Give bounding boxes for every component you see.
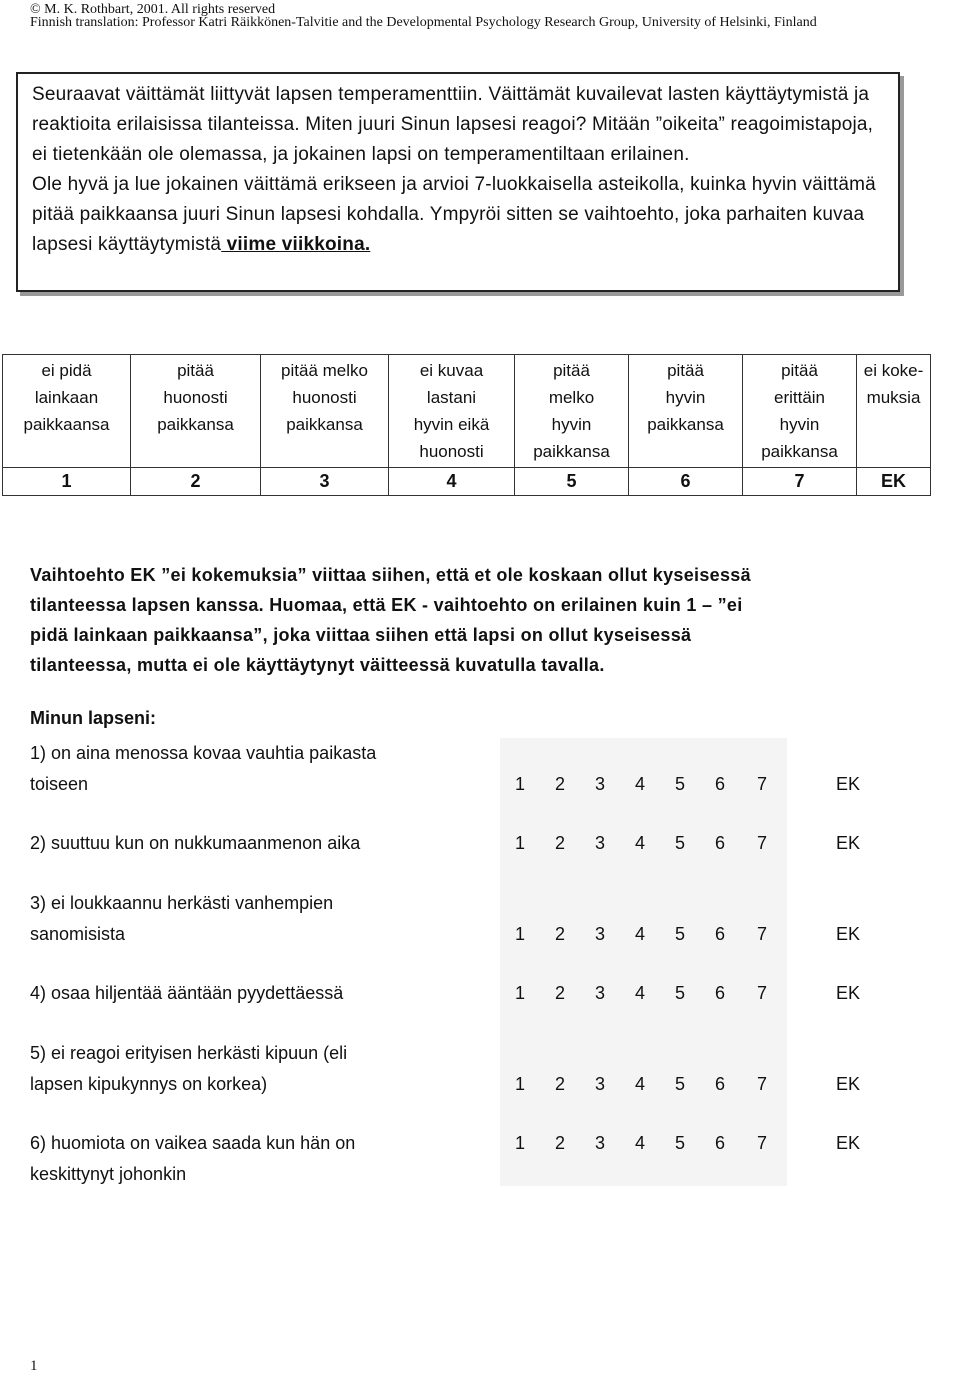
- rating-option-2[interactable]: 2: [554, 1133, 565, 1153]
- rating-option-1[interactable]: 1: [514, 1074, 525, 1094]
- scale-header-row: [3, 355, 931, 468]
- rating-option-1[interactable]: 1: [514, 924, 525, 944]
- scale-header-text: paikkansa: [286, 415, 363, 434]
- rating-option-3[interactable]: 3: [594, 1074, 605, 1094]
- scale-header-text: lainkaan: [34, 388, 99, 407]
- rating-option-5[interactable]: 5: [674, 833, 685, 853]
- scale-header-text: ei kuvaa: [419, 361, 484, 380]
- scale-header-text: paikkansa: [761, 442, 838, 461]
- scale-header-text: muksia: [866, 388, 921, 407]
- question-text-line: toiseen: [30, 774, 89, 794]
- rating-scale-table: [2, 354, 931, 496]
- rating-option-3[interactable]: 3: [594, 1133, 605, 1153]
- scale-value-cell: EK: [857, 468, 931, 496]
- scale-value-cell: 3: [261, 468, 389, 496]
- ek-note-line: pidä lainkaan paikkaansa”, joka viittaa siihen että lapsi on ollut kyseisessä: [30, 625, 692, 645]
- rating-option-7[interactable]: 7: [756, 1074, 767, 1094]
- scale-header-cell: [261, 355, 389, 468]
- scale-header-cell: [3, 355, 131, 468]
- instructions-box: [16, 72, 900, 292]
- question-text: [30, 828, 470, 859]
- rating-option-7[interactable]: 7: [756, 774, 767, 794]
- rating-option-2[interactable]: 2: [554, 774, 565, 794]
- instructions-paragraph-2-text: Ole hyvä ja lue jokainen väittämä erikseen ja arvioi 7-luokkaisella asteikolla, kuinka hyvin väittämä pitää paikkaansa juuri Sinun lapsesi kohdalla. Ympyröi sitten se vaihtoehto, joka parhaiten kuvaa lapsesi käyttäytymistä: [32, 174, 876, 255]
- rating-option-ek[interactable]: EK: [835, 1133, 860, 1153]
- scale-header-text: pitää: [781, 361, 818, 380]
- instructions-paragraph-2: [32, 170, 884, 260]
- ek-note-line: tilanteessa, mutta ei ole käyttäytynyt väitteessä kuvatulla tavalla.: [30, 655, 605, 675]
- rating-option-ek[interactable]: EK: [835, 983, 860, 1003]
- scale-value-cell: 4: [389, 468, 515, 496]
- rating-option-7[interactable]: 7: [756, 833, 767, 853]
- rating-option-2[interactable]: 2: [554, 983, 565, 1003]
- scale-header-text: hyvin: [665, 388, 706, 407]
- scale-value-cell: 1: [3, 468, 131, 496]
- rating-option-2[interactable]: 2: [554, 924, 565, 944]
- scale-header-text: ei koke-: [863, 361, 924, 380]
- rating-option-3[interactable]: 3: [594, 833, 605, 853]
- rating-option-2[interactable]: 2: [554, 1074, 565, 1094]
- rating-option-4[interactable]: 4: [634, 1074, 645, 1094]
- question-text: [30, 978, 470, 1009]
- scale-header-cell: [389, 355, 515, 468]
- rating-option-6[interactable]: 6: [714, 983, 725, 1003]
- scale-header-text: pitää: [553, 361, 590, 380]
- question-text: [30, 738, 470, 800]
- rating-option-ek[interactable]: EK: [835, 924, 860, 944]
- question-text-line: 3) ei loukkaannu herkästi vanhempien: [30, 893, 334, 913]
- question-text: [30, 888, 470, 950]
- question-text-line: 5) ei reagoi erityisen herkästi kipuun (eli: [30, 1043, 348, 1063]
- copyright-line: © M. K. Rothbart, 2001. All rights reserved: [30, 2, 276, 17]
- scale-header-text: pitää: [667, 361, 704, 380]
- rating-option-6[interactable]: 6: [714, 1133, 725, 1153]
- instructions-emphasis: viime viikkoina.: [221, 234, 371, 255]
- scale-header-text: huonosti: [292, 388, 357, 407]
- question-text: [30, 1038, 470, 1100]
- scale-header-text: hyvin: [779, 415, 820, 434]
- rating-option-5[interactable]: 5: [674, 774, 685, 794]
- scale-header-cell: [629, 355, 743, 468]
- rating-option-5[interactable]: 5: [674, 983, 685, 1003]
- question-text-line: 2) suuttuu kun on nukkumaanmenon aika: [30, 833, 361, 853]
- rating-option-3[interactable]: 3: [594, 924, 605, 944]
- rating-option-1[interactable]: 1: [514, 833, 525, 853]
- rating-option-6[interactable]: 6: [714, 924, 725, 944]
- question-text-line: 4) osaa hiljentää ääntään pyydettäessä: [30, 983, 344, 1003]
- rating-option-3[interactable]: 3: [594, 774, 605, 794]
- rating-option-2[interactable]: 2: [554, 833, 565, 853]
- scale-header-text: hyvin eikä: [413, 415, 490, 434]
- rating-option-4[interactable]: 4: [634, 924, 645, 944]
- ek-note: [30, 560, 910, 680]
- rating-option-6[interactable]: 6: [714, 833, 725, 853]
- ek-note-line: tilanteessa lapsen kanssa. Huomaa, että EK - vaihtoehto on erilainen kuin 1 – ”ei: [30, 595, 743, 615]
- rating-option-6[interactable]: 6: [714, 774, 725, 794]
- question-text-line: lapsen kipukynnys on korkea): [30, 1074, 268, 1094]
- rating-option-7[interactable]: 7: [756, 983, 767, 1003]
- scale-header-cell: [743, 355, 857, 468]
- instructions-paragraph-1: Seuraavat väittämät liittyvät lapsen temperamenttiin. Väittämät kuvailevat lasten käyttäytymistä ja reaktioita erilaisissa tilanteissa. Miten juuri Sinun lapsesi reagoi? Mitään ”oikeita” reagoimistapoja, ei tietenkään ole olemassa, ja jokainen lapsi on temperamentiltaan erilainen.: [32, 84, 874, 165]
- rating-option-1[interactable]: 1: [514, 983, 525, 1003]
- rating-option-ek[interactable]: EK: [835, 1074, 860, 1094]
- scale-value-cell: 2: [131, 468, 261, 496]
- scale-header-text: pitää: [177, 361, 214, 380]
- rating-option-7[interactable]: 7: [756, 1133, 767, 1153]
- rating-option-4[interactable]: 4: [634, 1133, 645, 1153]
- answer-area-background: [500, 738, 787, 1186]
- question-text-line: sanomisista: [30, 924, 126, 944]
- ek-note-line: Vaihtoehto EK ”ei kokemuksia” viittaa siihen, että et ole koskaan ollut kyseisessä: [30, 565, 751, 585]
- rating-option-5[interactable]: 5: [674, 1074, 685, 1094]
- section-heading: Minun lapseni:: [30, 708, 156, 728]
- question-text-line: 1) on aina menossa kovaa vauhtia paikasta: [30, 743, 377, 763]
- scale-header-text: paikkansa: [157, 415, 234, 434]
- scale-header-text: paikkaansa: [23, 415, 110, 434]
- rating-option-1[interactable]: 1: [514, 1133, 525, 1153]
- rating-option-5[interactable]: 5: [674, 924, 685, 944]
- rating-option-3[interactable]: 3: [594, 983, 605, 1003]
- scale-value-cell: 6: [629, 468, 743, 496]
- scale-header-cell: [131, 355, 261, 468]
- question-text: [30, 1128, 470, 1190]
- scale-header-cell: [515, 355, 629, 468]
- rating-option-4[interactable]: 4: [634, 774, 645, 794]
- translation-credit: Finnish translation: Professor Katri Räikkönen-Talvitie and the Developmental Psychology Research Group, University of Helsinki, Finland: [30, 15, 817, 30]
- scale-header-text: pitää melko: [281, 361, 368, 380]
- rating-option-ek[interactable]: EK: [835, 833, 860, 853]
- rating-option-4[interactable]: 4: [634, 833, 645, 853]
- scale-header-text: ei pidä: [41, 361, 92, 380]
- scale-header-text: paikkansa: [647, 415, 724, 434]
- scale-value-cell: 7: [743, 468, 857, 496]
- scale-number-row: [3, 468, 931, 496]
- scale-header-text: erittäin: [773, 388, 826, 407]
- rating-option-5[interactable]: 5: [674, 1133, 685, 1153]
- scale-header-text: huonosti: [419, 442, 484, 461]
- scale-header-text: paikkansa: [533, 442, 610, 461]
- scale-value-cell: 5: [515, 468, 629, 496]
- rating-option-6[interactable]: 6: [714, 1074, 725, 1094]
- scale-header-text: hyvin: [551, 415, 592, 434]
- scale-header-text: huonosti: [163, 388, 228, 407]
- rating-option-7[interactable]: 7: [756, 924, 767, 944]
- page-number: 1: [30, 1358, 38, 1374]
- scale-header-cell: [857, 355, 931, 468]
- question-text-line: keskittynyt johonkin: [30, 1164, 187, 1184]
- scale-header-text: lastani: [426, 388, 477, 407]
- rating-option-1[interactable]: 1: [514, 774, 525, 794]
- question-text-line: 6) huomiota on vaikea saada kun hän on: [30, 1133, 356, 1153]
- scale-header-text: melko: [548, 388, 595, 407]
- rating-option-4[interactable]: 4: [634, 983, 645, 1003]
- rating-option-ek[interactable]: EK: [835, 774, 860, 794]
